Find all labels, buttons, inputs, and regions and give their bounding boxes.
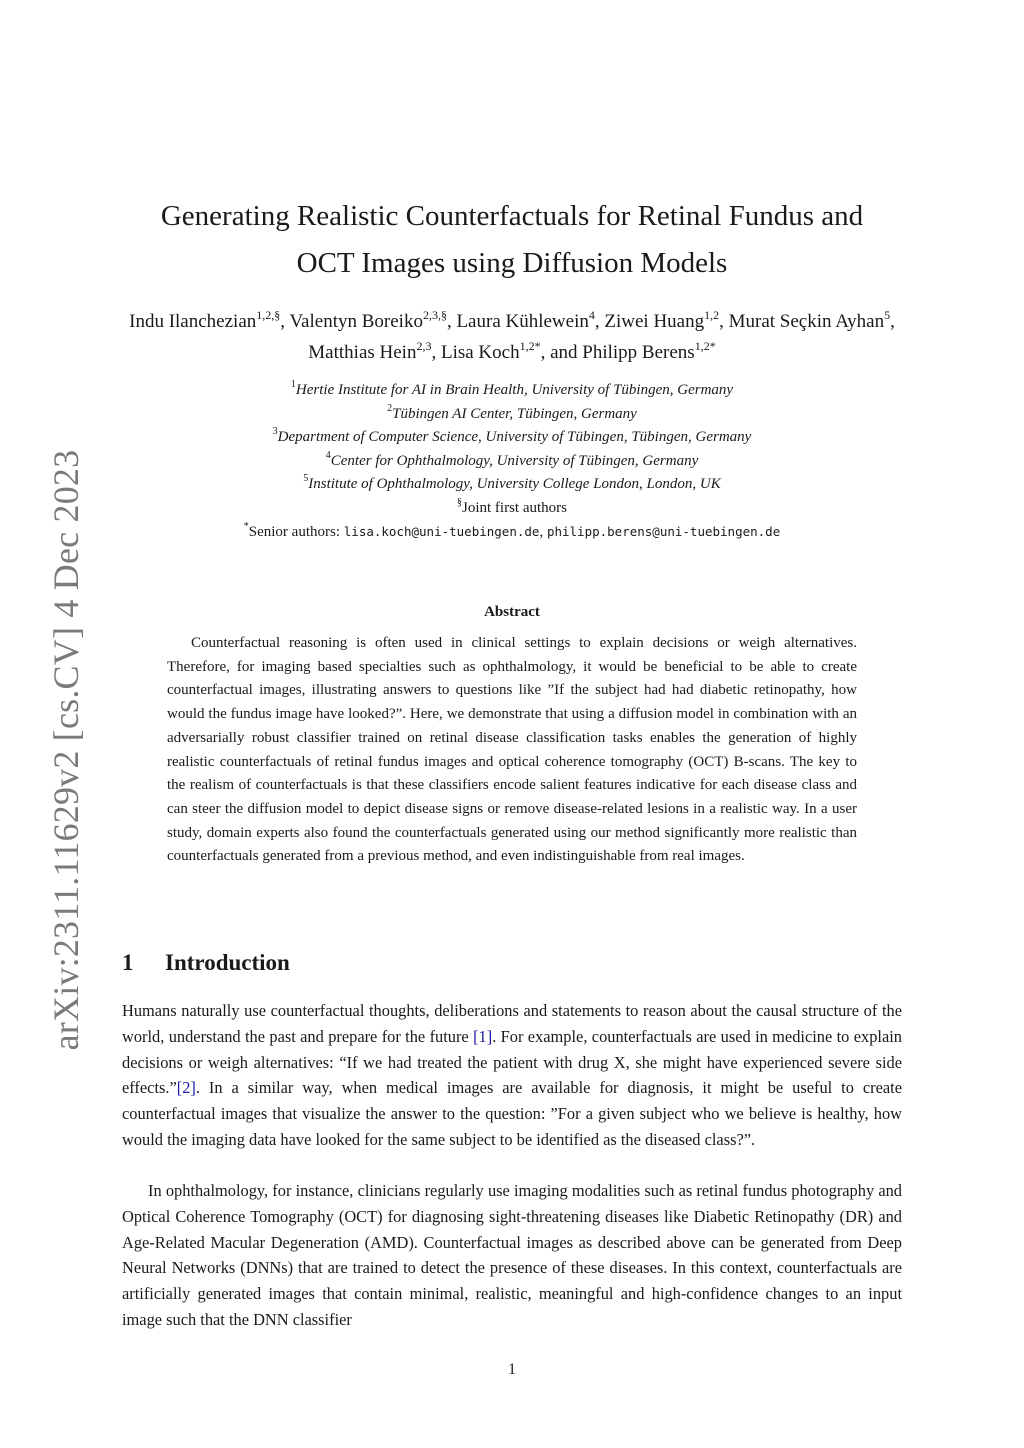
author: Indu Ilanchezian$^{1,2,\S}$,: [129, 307, 290, 332]
intro-paragraph-1: Humans naturally use counterfactual thoughts, deliberations and statements to reason about the causal structure of the world, understand the past and prepare for the future [1]. For example, counterfactuals are used in medicine to explain decisions or weigh alternatives: “If we had treated the patient with drug X, she might have experienced severe side effects.”[2]. In a similar way, when medical images are available for diagnosis, it might be useful to create counterfactual images that visualize the answer to the question: ”For a given subject who we believe is healthy, how would the imaging data have looked for the same subject to be identified as the diseased class?”.: [122, 1001, 902, 1149]
affiliation: $^3$Department of Computer Science, University of Tübingen, Tübingen, Germany: [272, 426, 752, 445]
title-line-1: Generating Realistic Counterfactuals for Retinal Fundus and: [160, 200, 864, 232]
author: Laura Kühlewein$^4$,: [456, 307, 605, 332]
affiliation: $^5$Institute of Ophthalmology, University College London, London, UK: [303, 473, 721, 492]
author: Murat Seçkin Ayhan$^5$,: [728, 307, 895, 332]
page-number: 1: [508, 1361, 516, 1378]
section-heading: [122, 950, 290, 976]
affiliations: [140, 379, 884, 545]
section-title: Introduction: [165, 950, 290, 975]
email-link[interactable]: philipp.berens@uni-tuebingen.de: [546, 524, 781, 539]
affiliation: $^2$Tübingen AI Center, Tübingen, Germany: [387, 402, 637, 422]
abstract-text: Counterfactual reasoning is often used in clinical settings to explain decisions or weigh alternatives. Therefore, for imaging based specialties such as ophthalmology, it would be beneficial to be able to create counterfactual images, illustrating answers to questions like ”If the subject had had diabetic retinopathy, how would the fundus image have looked?”. Here, we demonstrate that using a diffusion model in combination with an adversarially robust classifier trained on retinal disease classification tasks enables the generation of highly realistic counterfactuals of retinal fundus images and optical coherence tomography (OCT) B-scans. The key to the realism of counterfactuals is that these classifiers encode salient features indicative for each disease class and can steer the diffusion model to depict disease signs or remove disease-related lesions in a realistic way. In a user study, domain experts also found the counterfactuals generated using our method significantly more realistic than counterfactuals generated from a previous method, and even indistinguishable from real images.: [167, 635, 857, 865]
abstract-heading: Abstract: [484, 604, 540, 620]
joint-first-note: §Joint first authors: [457, 496, 567, 516]
title-line-2: OCT Images using Diffusion Models: [296, 247, 728, 279]
intro-paragraph-2: In ophthalmology, for instance, clinicians regularly use imaging modalities such as retinal fundus photography and Optical Coherence Tomography (OCT) for diagnosing sight-threatening diseases like Diabetic Retinopathy (DR) and Age-Related Macular Degeneration (AMD). Counterfactual images as described above can be generated from Deep Neural Networks (DNNs) that are trained to detect the presence of these diseases. In this context, counterfactuals are artificially generated images that contain minimal, realistic, meaningful and high-confidence changes to an input image such that the DNN classifier: [122, 1181, 902, 1329]
affiliation: $^1$Hertie Institute for AI in Brain Health, University of Tübingen, Germany: [290, 379, 734, 398]
arxiv-identifier: arXiv:2311.11629v2 [cs.CV] 4 Dec 2023: [46, 449, 86, 1051]
author-list: [122, 306, 902, 368]
author: and Philipp Berens$^{1,2*}$: [550, 338, 716, 363]
author: Matthias Hein$^{2,3}$,: [308, 338, 441, 363]
author: Lisa Koch$^{1,2*}$,: [440, 338, 551, 363]
affiliation: $^4$Center for Ophthalmology, University of Tübingen, Germany: [325, 449, 699, 469]
senior-authors-note: *Senior authors: lisa.koch@uni-tuebingen.de, philipp.berens@uni-tuebingen.de: [243, 521, 781, 540]
paper-title: [120, 193, 904, 287]
section-number: 1: [122, 950, 134, 975]
email-link[interactable]: lisa.koch@uni-tuebingen.de: [343, 524, 540, 539]
author: Ziwei Huang$^{1,2}$,: [604, 307, 729, 332]
citation-link[interactable]: [1]: [473, 1026, 493, 1046]
citation-link[interactable]: [2]: [176, 1078, 196, 1098]
author: Valentyn Boreiko$^{2,3,\S}$,: [289, 307, 457, 332]
